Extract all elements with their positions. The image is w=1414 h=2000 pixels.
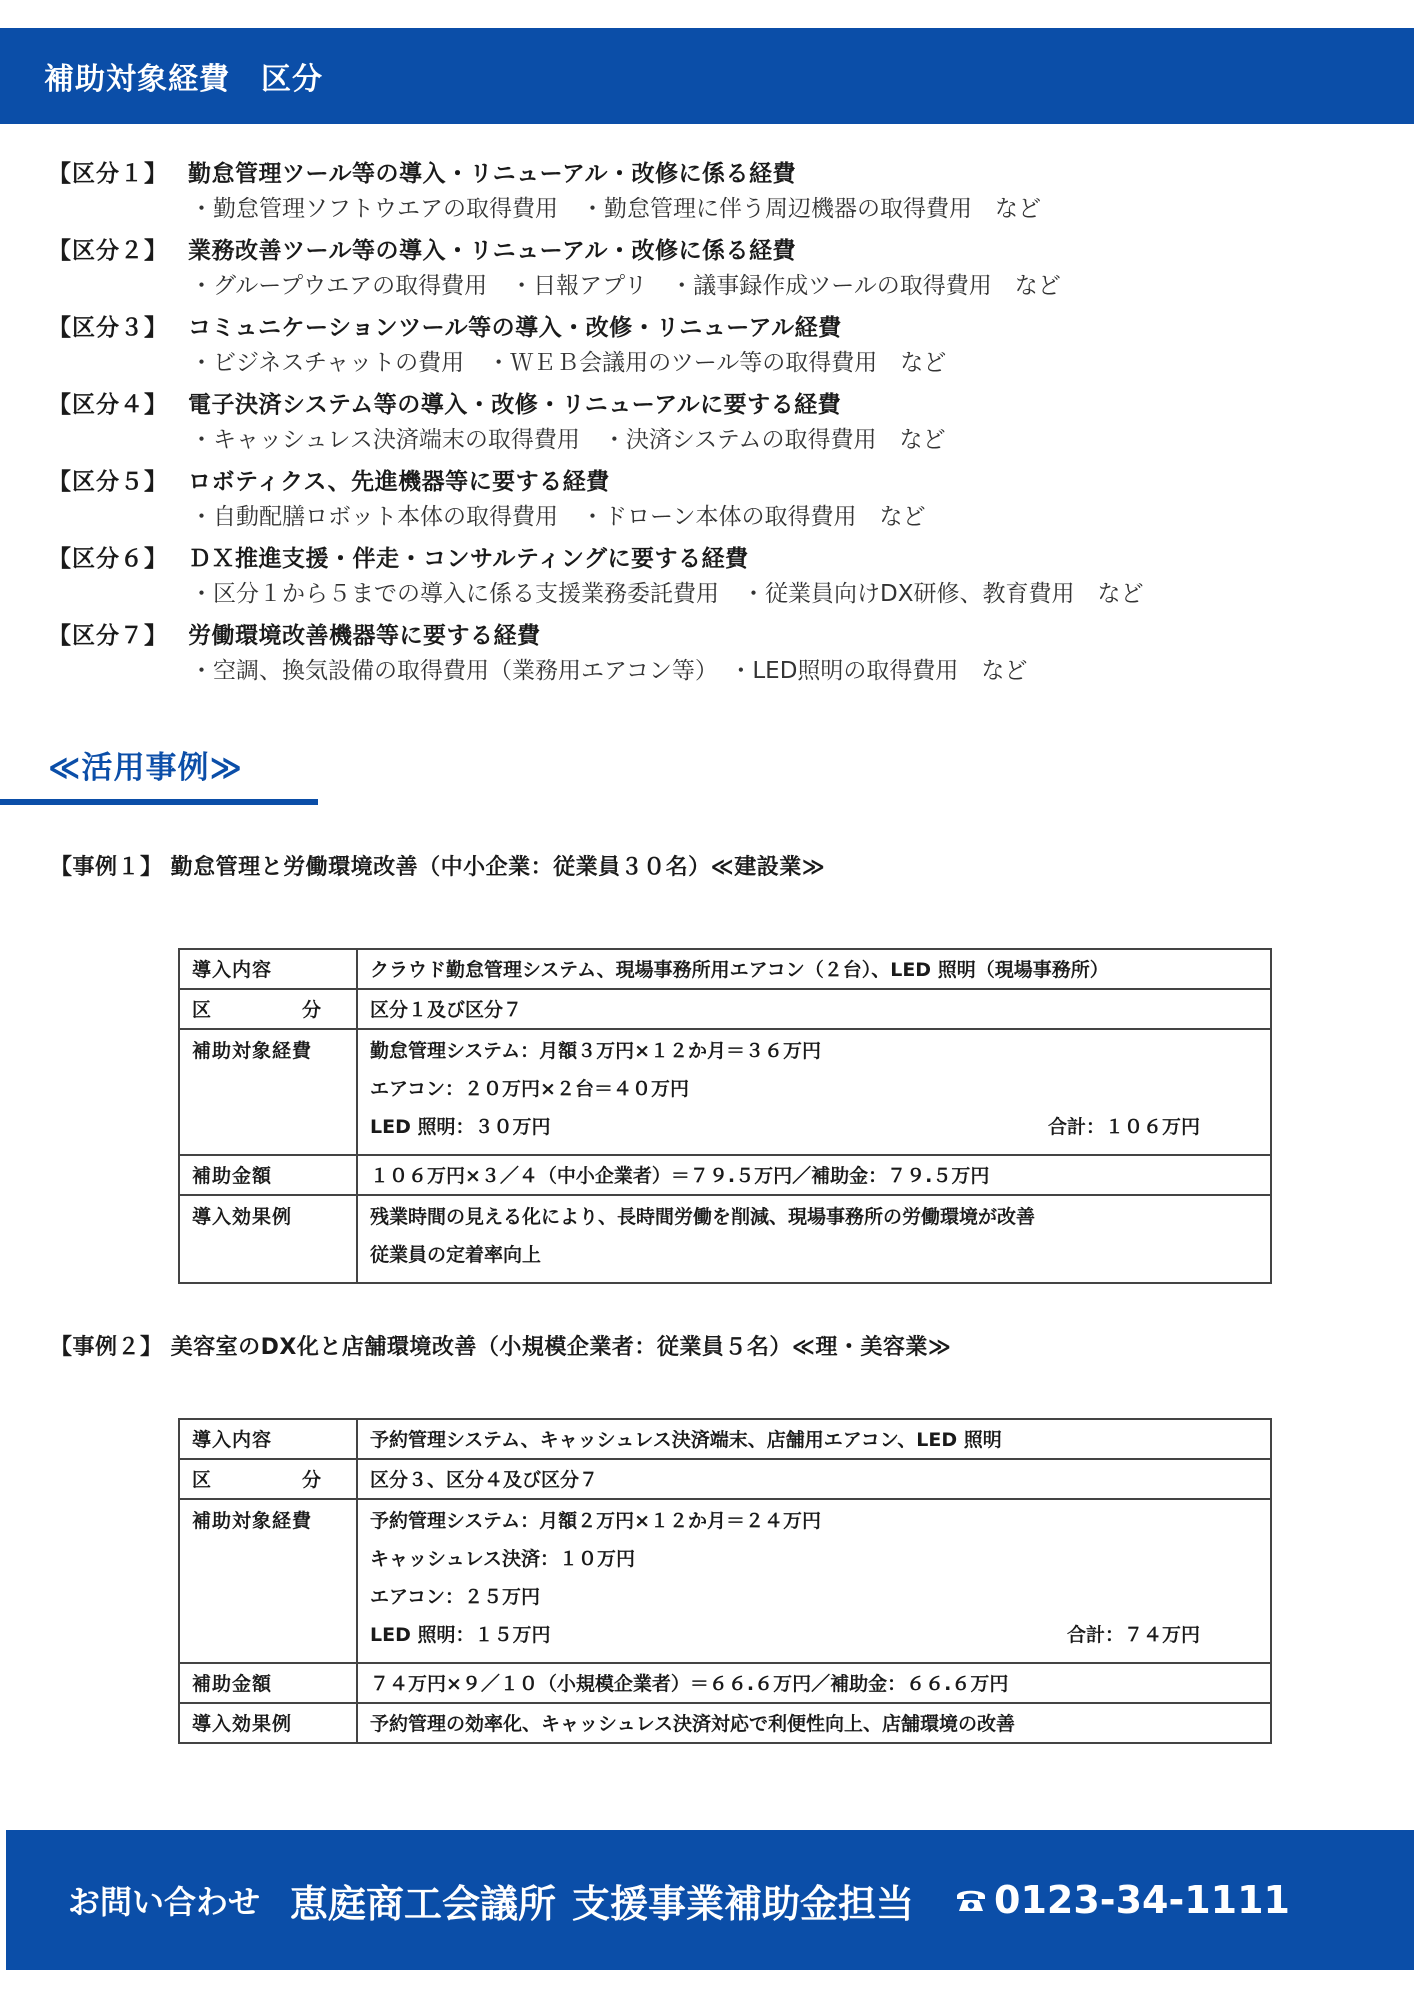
- expense-total: 合計：７４万円: [1066, 1624, 1200, 1646]
- category-label: 【区分２】: [48, 237, 168, 264]
- expense-line: 予約管理システム：月額２万円×１２か月＝２４万円: [370, 1510, 822, 1532]
- case1-heading: 【事例１】 勤怠管理と労働環境改善（中小企業：従業員３０名）≪建設業≫: [50, 855, 826, 880]
- table-row: [179, 1195, 1271, 1283]
- expense-line: LED 照明：１５万円 合計：７４万円: [370, 1620, 1260, 1658]
- category-item: [48, 306, 1388, 382]
- row-label: 補助対象経費: [179, 1029, 357, 1155]
- table-row: [179, 1663, 1271, 1703]
- category-label: 【区分５】: [48, 468, 168, 495]
- phone-text: 0123-34-1111: [994, 1878, 1290, 1922]
- row-value: [357, 1029, 1271, 1155]
- row-label: 導入内容: [179, 949, 357, 989]
- row-label: 導入効果例: [179, 1703, 357, 1743]
- table-row: [179, 1703, 1271, 1743]
- case2-heading: 【事例２】 美容室のDX化と店舗環境改善（小規模企業者：従業員５名）≪理・美容業≫: [50, 1335, 952, 1360]
- category-detail: ・自動配膳ロボット本体の取得費用 ・ドローン本体の取得費用 など: [190, 504, 926, 530]
- contact-lead: お問い合わせ: [68, 1883, 261, 1921]
- header-banner: [0, 28, 1414, 124]
- row-value: 予約管理の効率化、キャッシュレス決済対応で利便性向上、店舗環境の改善: [357, 1703, 1271, 1743]
- table-row: [179, 1155, 1271, 1195]
- organization-name: 恵庭商工会議所: [290, 1881, 557, 1926]
- department-name: 支援事業補助金担当: [572, 1881, 915, 1926]
- row-label: 区 分: [179, 989, 357, 1029]
- expense-line: 勤怠管理システム：月額３万円×１２か月＝３６万円: [370, 1040, 822, 1062]
- phone-number[interactable]: [954, 1878, 1290, 1922]
- row-value: 区分１及び区分７: [357, 989, 1271, 1029]
- category-title: 電子決済システム等の導入・改修・リニューアルに要する経費: [188, 391, 842, 418]
- effect-line: 従業員の定着率向上: [370, 1244, 542, 1266]
- category-item: [48, 229, 1388, 305]
- row-value: 区分３、区分４及び区分７: [357, 1459, 1271, 1499]
- category-item: [48, 537, 1388, 613]
- row-label: 補助金額: [179, 1663, 357, 1703]
- table-row: [179, 1459, 1271, 1499]
- category-item: [48, 383, 1388, 459]
- category-detail: ・ビジネスチャットの費用 ・ＷＥＢ会議用のツール等の取得費用 など: [190, 350, 947, 376]
- contact-footer: [6, 1830, 1414, 1970]
- row-label: 補助金額: [179, 1155, 357, 1195]
- category-detail: ・空調、換気設備の取得費用（業務用エアコン等） ・LED照明の取得費用 など: [190, 658, 1028, 684]
- category-label: 【区分６】: [48, 545, 168, 572]
- category-title: ＤＸ推進支援・伴走・コンサルティングに要する経費: [188, 545, 749, 572]
- expense-line: LED 照明：３０万円 合計：１０６万円: [370, 1112, 1260, 1150]
- category-title: 労働環境改善機器等に要する経費: [188, 622, 541, 649]
- table-row: [179, 1499, 1271, 1663]
- category-detail: ・区分１から５までの導入に係る支援業務委託費用 ・従業員向けDX研修、教育費用 など: [190, 581, 1144, 607]
- category-label: 【区分１】: [48, 160, 168, 187]
- row-value: [357, 1499, 1271, 1663]
- category-title: コミュニケーションツール等の導入・改修・リニューアル経費: [188, 314, 842, 341]
- category-item: [48, 614, 1388, 690]
- effect-line: 残業時間の見える化により、長時間労働を削減、現場事務所の労働環境が改善: [370, 1206, 1036, 1228]
- category-detail: ・キャッシュレス決済端末の取得費用 ・決済システムの取得費用 など: [190, 427, 946, 453]
- row-label: 区 分: [179, 1459, 357, 1499]
- expense-line: エアコン：２５万円: [370, 1586, 541, 1608]
- row-value: 予約管理システム、キャッシュレス決済端末、店舗用エアコン、LED 照明: [357, 1419, 1271, 1459]
- category-item: [48, 152, 1388, 228]
- section-title: ≪活用事例≫: [48, 750, 243, 786]
- row-label: 導入内容: [179, 1419, 357, 1459]
- category-item: [48, 460, 1388, 536]
- table-row: [179, 1419, 1271, 1459]
- category-label: 【区分７】: [48, 622, 168, 649]
- category-detail: ・グループウエアの取得費用 ・日報アプリ ・議事録作成ツールの取得費用 など: [190, 273, 1061, 299]
- header-title: 補助対象経費 区分: [44, 62, 323, 97]
- row-label: 導入効果例: [179, 1195, 357, 1283]
- case2-table: [178, 1418, 1272, 1744]
- table-row: [179, 1029, 1271, 1155]
- row-value: クラウド勤怠管理システム、現場事務所用エアコン（２台）、LED 照明（現場事務所）: [357, 949, 1271, 989]
- category-list: [48, 152, 1388, 691]
- category-detail: ・勤怠管理ソフトウエアの取得費用 ・勤怠管理に伴う周辺機器の取得費用 など: [190, 196, 1041, 222]
- category-label: 【区分４】: [48, 391, 168, 418]
- table-row: [179, 989, 1271, 1029]
- case1-table: [178, 948, 1272, 1284]
- category-title: 勤怠管理ツール等の導入・リニューアル・改修に係る経費: [188, 160, 797, 187]
- category-title: ロボティクス、先進機器等に要する経費: [188, 468, 610, 495]
- section-underline: [0, 799, 318, 805]
- category-title: 業務改善ツール等の導入・リニューアル・改修に係る経費: [188, 237, 797, 264]
- row-label: 補助対象経費: [179, 1499, 357, 1663]
- category-label: 【区分３】: [48, 314, 168, 341]
- table-row: [179, 949, 1271, 989]
- row-value: １０６万円×３／４（中小企業者）＝７９.５万円／補助金：７９.５万円: [357, 1155, 1271, 1195]
- telephone-icon: [954, 1886, 988, 1914]
- expense-line: キャッシュレス決済：１０万円: [370, 1548, 636, 1570]
- row-value: [357, 1195, 1271, 1283]
- row-value: ７４万円×９／１０（小規模企業者）＝６６.６万円／補助金：６６.６万円: [357, 1663, 1271, 1703]
- expense-total: 合計：１０６万円: [1047, 1116, 1200, 1138]
- expense-line: エアコン：２０万円×２台＝４０万円: [370, 1078, 689, 1100]
